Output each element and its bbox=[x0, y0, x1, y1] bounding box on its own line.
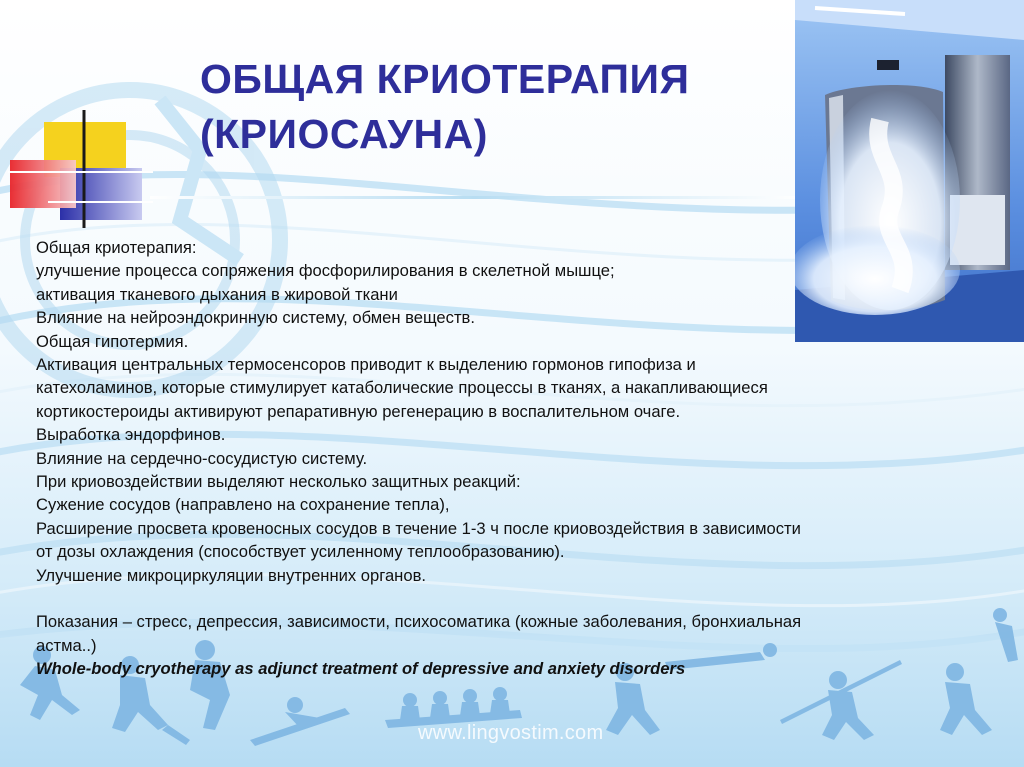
watermark: www.lingvostim.com bbox=[418, 722, 604, 744]
title-divider bbox=[150, 196, 800, 199]
title-line-1: ОБЩАЯ КРИОТЕРАПИЯ bbox=[200, 56, 690, 102]
indications-line-1: Показания – стресс, депрессия, зависимости, психосоматика (кожные заболевания, бронхиальная bbox=[36, 612, 802, 632]
reference-citation: Whole-body cryotherapy as adjunct treatment of depressive and anxiety disorders bbox=[36, 659, 686, 679]
text-line: Общая криотерапия: bbox=[36, 238, 197, 257]
indications-line-2: астма..) bbox=[36, 635, 97, 655]
title-line-2: (КРИОСАУНА) bbox=[200, 111, 488, 157]
text-line: Общая гипотермия. bbox=[36, 331, 189, 351]
text-line: активация тканевого дыхания в жировой ткани bbox=[36, 284, 398, 304]
text-line: При криовоздействии выделяют несколько защитных реакций: bbox=[36, 472, 521, 492]
text-line: Влияние на сердечно-сосудистую систему. bbox=[36, 448, 368, 468]
text-line: Выработка эндорфинов. bbox=[36, 425, 226, 445]
text-line: Влияние на нейроэндокринную систему, обмен веществ. bbox=[36, 308, 475, 328]
text-line: кортикостероиды активируют репаративную регенерацию в воспалительном очаге. bbox=[36, 401, 681, 421]
main-text bbox=[36, 236, 976, 681]
text-line: Улучшение микроциркуляции внутренних органов. bbox=[36, 565, 426, 585]
text-line: Расширение просвета кровеносных сосудов в течение 1-3 ч после криовоздействия в зависимости bbox=[36, 518, 801, 538]
text-line: от дозы охлаждения (способствует усиленному теплообразованию). bbox=[36, 542, 565, 562]
text-line: катехоламинов, которые стимулирует катаболические процессы в тканях, а накапливающиеся bbox=[36, 378, 768, 398]
color-squares-decoration bbox=[8, 110, 153, 230]
ski-jumper-figure bbox=[250, 697, 350, 746]
page-title bbox=[200, 52, 689, 162]
text-line: улучшение процесса сопряжения фосфорилирования в скелетной мышце; bbox=[36, 261, 615, 281]
text-line: Активация центральных термосенсоров приводит к выделению гормонов гипофиза и bbox=[36, 355, 696, 375]
text-line: Сужение сосудов (направлено на сохранение тепла), bbox=[36, 495, 450, 515]
